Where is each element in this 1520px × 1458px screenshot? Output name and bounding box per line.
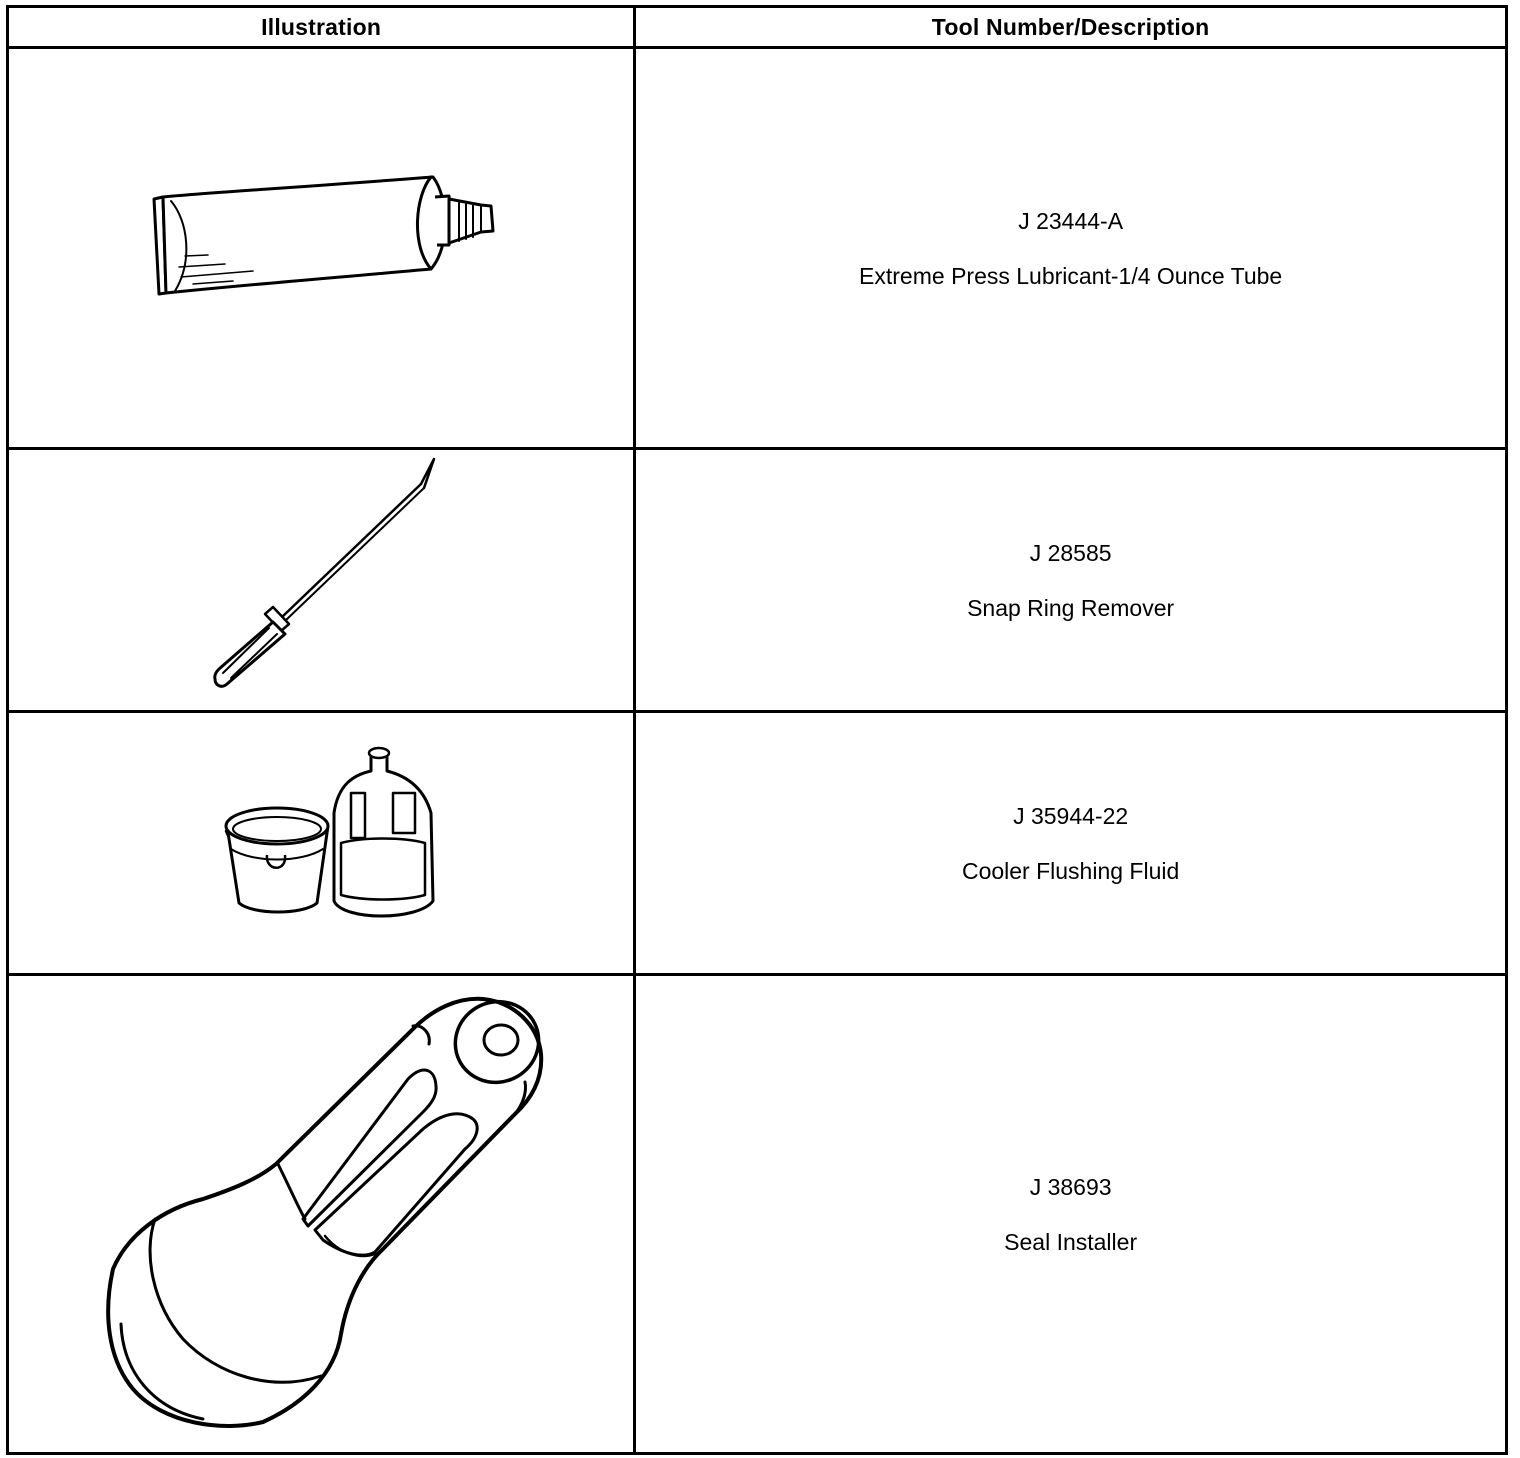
- illustration-cell: [8, 48, 635, 449]
- illustration-cell: [8, 975, 635, 1454]
- tool-number: J 23444-A: [1018, 207, 1124, 234]
- tool-description-cell: [635, 449, 1507, 712]
- table-row: [8, 48, 1507, 449]
- illustration-cell: [8, 449, 635, 712]
- table-row: [8, 449, 1507, 712]
- header-illustration: Illustration: [8, 7, 635, 48]
- tool-number: J 38693: [1029, 1173, 1112, 1200]
- tool-number: J 35944-22: [1013, 802, 1129, 829]
- seal-installer-icon: [9, 976, 635, 1452]
- flushing-fluid-icon: [9, 713, 635, 973]
- tool-description-cell: [635, 975, 1507, 1454]
- tool-description: Snap Ring Remover: [967, 594, 1175, 621]
- table-row: [8, 712, 1507, 975]
- tool-description-cell: [635, 712, 1507, 975]
- tool-description-cell: [635, 48, 1507, 449]
- header-tool-number-description: Tool Number/Description: [635, 7, 1507, 48]
- tool-description: Extreme Press Lubricant-1/4 Ounce Tube: [859, 262, 1283, 289]
- lubricant-tube-icon: [9, 49, 635, 447]
- tool-table: [6, 5, 1508, 1455]
- tool-number: J 28585: [1029, 539, 1112, 566]
- table-header-row: [8, 7, 1507, 48]
- tool-description: Cooler Flushing Fluid: [961, 857, 1180, 884]
- illustration-cell: [8, 712, 635, 975]
- table-row: [8, 975, 1507, 1454]
- tool-description: Seal Installer: [1004, 1228, 1138, 1255]
- snap-ring-remover-icon: [9, 450, 635, 710]
